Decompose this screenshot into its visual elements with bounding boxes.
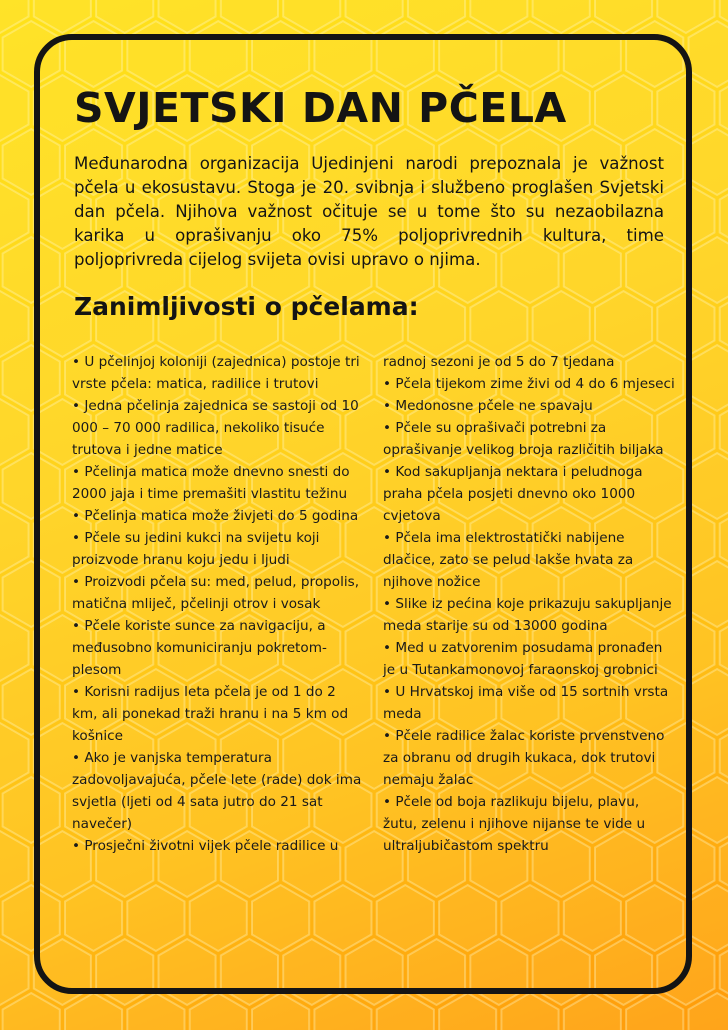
- fact-item: • Pčele od boja razlikuju bijelu, plavu, žutu, zelenu i njihove nijanse te vide u ultraljubičastom spektru: [383, 794, 646, 854]
- fact-item: • Med u zatvorenim posudama pronađen je u Tutankamonovoj faraonskoj grobnici: [383, 640, 663, 678]
- fact-item: • Kod sakupljanja nektara i peludnoga praha pčela posjeti dnevno oko 1000 cvjetova: [383, 464, 643, 524]
- fact-item: • Medonosne pčele ne spavaju: [383, 398, 593, 414]
- fact-item: • Jedna pčelinja zajednica se sastoji od 10 000 – 70 000 radilica, nekoliko tisuće trutova i jedne matice: [72, 398, 359, 458]
- honeycomb-cell: [689, 453, 728, 519]
- fact-item: • Pčele koriste sunce za navigaciju, a međusobno komuniciranju pokretom-plesom: [72, 618, 327, 678]
- facts-heading: Zanimljivosti o pčelama:: [74, 292, 419, 321]
- fact-item: • Pčele su oprašivači potrebni za oprašivanje velikog broja različitih biljaka: [383, 420, 664, 458]
- facts-column-left: [72, 351, 364, 857]
- honeycomb-cell: [0, 291, 29, 357]
- honeycomb-cell: [0, 939, 29, 1005]
- honeycomb-cell: [0, 723, 29, 789]
- page-title: SVJETSKI DAN PČELA: [74, 84, 567, 132]
- honeycomb-cell: [0, 75, 29, 141]
- honeycomb-cell: [689, 129, 728, 195]
- fact-item: • Ako je vanjska temperatura zadovoljavajuća, pčele lete (rade) dok ima svjetla (ljeti od 4 sata jutro do 21 sat navečer): [72, 750, 362, 832]
- fact-item: • Korisni radijus leta pčela je od 1 do 2 km, ali ponekad traži hranu i na 5 km od košnice: [72, 684, 349, 744]
- honeycomb-cell: [689, 237, 728, 303]
- honeycomb-cell: [689, 561, 728, 627]
- fact-item: • Prosječni životni vijek pčele radilice u: [72, 838, 339, 854]
- honeycomb-cell: [689, 669, 728, 735]
- intro-paragraph: Međunarodna organizacija Ujedinjeni narodi prepoznala je važnost pčela u ekosustavu. Stoga je 20. svibnja i službeno proglašen Svjetski dan pčela. Njihova važnost očituje se u tome što su nezaobilazna karika u oprašivanju oko 75% poljoprivrednih kultura, time poljoprivreda cijelog svijeta ovisi upravo o njima.: [74, 154, 664, 269]
- fact-item: • Pčelinja matica može živjeti do 5 godina: [72, 508, 359, 524]
- honeycomb-cell: [689, 885, 728, 951]
- honeycomb-cell: [689, 345, 728, 411]
- fact-item: • Pčelinja matica može dnevno snesti do 2000 jaja i time premašiti vlastitu težinu: [72, 464, 350, 502]
- honeycomb-cell: [689, 777, 728, 843]
- fact-item: • U Hrvatskoj ima više od 15 sortnih vrsta meda: [383, 684, 669, 722]
- fact-item: • Slike iz pećina koje prikazuju sakupljanje meda starije su od 13000 godina: [383, 596, 672, 634]
- honeycomb-cell: [689, 21, 728, 87]
- fact-item: • Pčele radilice žalac koriste prvenstveno za obranu od drugih kukaca, dok trutovi nemaju žalac: [383, 728, 665, 788]
- fact-item: • Proizvodi pčela su: med, pelud, propolis, matična mliječ, pčelinji otrov i vosak: [72, 574, 360, 612]
- fact-item: • Pčele su jedini kukci na svijetu koji proizvode hranu koju jedu i ljudi: [72, 530, 320, 568]
- content-card: [34, 34, 692, 994]
- honeycomb-cell: [0, 507, 29, 573]
- facts-column-right: [383, 351, 675, 857]
- fact-item: • Pčela tijekom zime živi od 4 do 6 mjeseci: [383, 376, 675, 392]
- fact-item: radnoj sezoni je od 5 do 7 tjedana: [383, 354, 615, 370]
- fact-item: • U pčelinjoj koloniji (zajednica) postoje tri vrste pčela: matica, radilice i trutovi: [72, 354, 360, 392]
- honeycomb-cell: [0, 183, 29, 249]
- fact-item: • Pčela ima elektrostatički nabijene dlačice, zato se pelud lakše hvata za njihove nožice: [383, 530, 634, 590]
- honeycomb-cell: [0, 831, 29, 897]
- honeycomb-cell: [0, 399, 29, 465]
- honeycomb-cell: [0, 615, 29, 681]
